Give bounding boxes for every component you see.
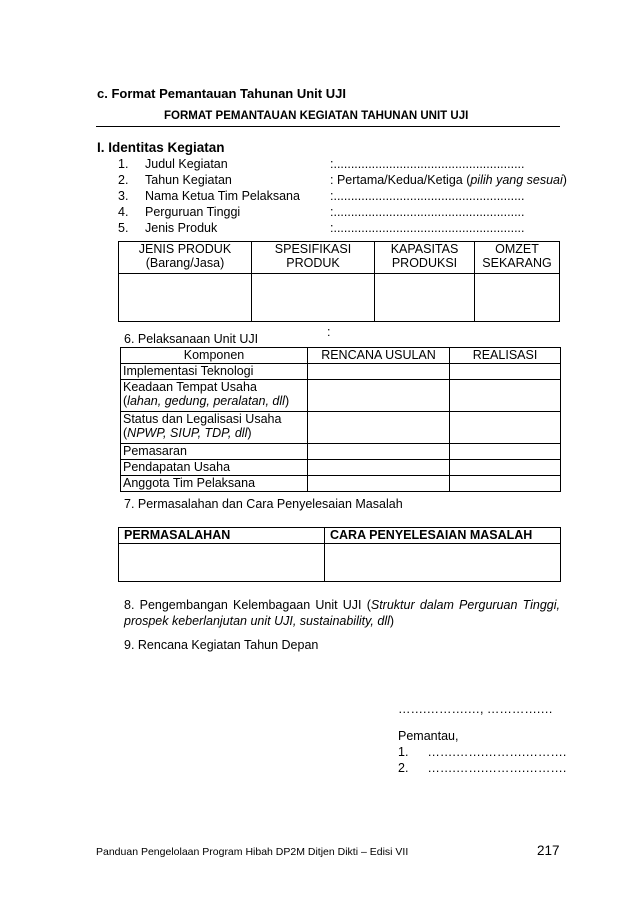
- komponen-note: [123, 426, 305, 440]
- header-line: SEKARANG: [482, 256, 552, 270]
- komponen-cell: Anggota Tim Pelaksana: [121, 476, 308, 492]
- place-date: …….……….…, ………….…: [398, 702, 553, 716]
- empty-cell: [308, 460, 450, 476]
- empty-cell: [308, 444, 450, 460]
- identitas-heading: I. Identitas Kegiatan: [97, 140, 225, 155]
- empty-cell: [475, 274, 560, 322]
- value-end: ): [562, 173, 567, 187]
- masalah-heading: 7. Permasalahan dan Cara Penyelesaian Masalah: [124, 497, 403, 511]
- table-row: [121, 380, 561, 412]
- komponen-cell: Implementasi Teknologi: [121, 364, 308, 380]
- pemantau-label: Pemantau,: [398, 729, 459, 743]
- row-number: 5.: [118, 221, 129, 235]
- empty-cell: [450, 412, 561, 444]
- header-jenis-produk: [119, 242, 252, 274]
- header-line: PRODUK: [286, 256, 340, 270]
- note-plain: ): [284, 394, 290, 408]
- komponen-line: Keadaan Tempat Usaha: [123, 380, 257, 394]
- pelaksanaan-heading: 6. Pelaksanaan Unit UJI: [124, 332, 259, 346]
- empty-cell: [450, 444, 561, 460]
- rencana-heading: 9. Rencana Kegiatan Tahun Depan: [124, 638, 319, 652]
- section-title: c. Format Pemantauan Tahunan Unit UJI: [97, 86, 346, 101]
- header-line: KAPASITAS: [390, 242, 459, 256]
- table-row: [121, 444, 561, 460]
- text-plain: 8. Pengembangan Kelembagaan Unit UJI (: [124, 598, 371, 612]
- pemantau-blank: …….…….……….……….: [427, 761, 567, 775]
- header-spesifikasi: [252, 242, 375, 274]
- row-value: :.......................................................: [330, 189, 525, 203]
- table-row: [121, 460, 561, 476]
- komponen-line: Status dan Legalisasi Usaha: [123, 412, 282, 426]
- title-rule: [96, 126, 560, 127]
- empty-cell: [252, 274, 375, 322]
- header-komponen: Komponen: [121, 348, 308, 364]
- header-kapasitas: [375, 242, 475, 274]
- value-plain: : Pertama/Kedua/Ketiga (: [330, 173, 471, 187]
- produk-table: [118, 241, 560, 322]
- table-header-row: [119, 242, 560, 274]
- header-line: SPESIFIKASI: [274, 242, 352, 256]
- pemantau-blank: …….…….……….……….: [427, 745, 567, 759]
- header-line: PRODUKSI: [391, 256, 458, 270]
- table-empty-row: [119, 544, 561, 582]
- table-header-row: [119, 528, 561, 544]
- row-value: :.......................................................: [330, 221, 525, 235]
- row-number: 2.: [118, 173, 129, 187]
- row-label: Judul Kegiatan: [145, 157, 228, 171]
- note-plain: (: [123, 426, 128, 440]
- form-title: FORMAT PEMANTAUAN KEGIATAN TAHUNAN UNIT UJI: [164, 110, 469, 122]
- table-row: [121, 476, 561, 492]
- empty-cell: [119, 274, 252, 322]
- header-line: (Barang/Jasa): [145, 256, 225, 270]
- header-permasalahan: PERMASALAHAN: [119, 528, 325, 544]
- pemantau-number: 2.: [398, 761, 409, 775]
- header-cara-penyelesaian: CARA PENYELESAIAN MASALAH: [325, 528, 561, 544]
- row-label: Jenis Produk: [145, 221, 218, 235]
- empty-cell: [450, 460, 561, 476]
- note-plain: (: [123, 394, 128, 408]
- empty-cell: [308, 476, 450, 492]
- empty-cell: [325, 544, 561, 582]
- komponen-cell: [121, 412, 308, 444]
- empty-cell: [308, 412, 450, 444]
- table-header-row: [121, 348, 561, 364]
- table-empty-row: [119, 274, 560, 322]
- header-omzet: [475, 242, 560, 274]
- row-value: :.......................................................: [330, 205, 525, 219]
- footer-text: Panduan Pengelolaan Program Hibah DP2M Ditjen Dikti – Edisi VII: [96, 846, 409, 858]
- komponen-cell: Pemasaran: [121, 444, 308, 460]
- row-label: Tahun Kegiatan: [145, 173, 232, 187]
- empty-cell: [450, 476, 561, 492]
- row-value: :.......................................................: [330, 157, 525, 171]
- pelaksanaan-table: [120, 347, 561, 492]
- komponen-cell: [121, 380, 308, 412]
- komponen-note: [123, 394, 305, 408]
- empty-cell: [119, 544, 325, 582]
- table-row: [121, 364, 561, 380]
- text-end: ): [389, 614, 395, 628]
- value-italic: pilih yang sesuai: [470, 173, 563, 187]
- pengembangan-text: [124, 597, 560, 629]
- empty-cell: [450, 364, 561, 380]
- pemantau-line: [398, 745, 566, 759]
- table-row: [121, 412, 561, 444]
- row-number: 4.: [118, 205, 129, 219]
- header-line: JENIS PRODUK: [138, 242, 232, 256]
- row-value: [330, 173, 567, 187]
- pelaksanaan-colon: :: [327, 325, 331, 339]
- pemantau-number: 1.: [398, 745, 409, 759]
- page-number: 217: [537, 843, 560, 858]
- text-italic: Struktur dalam Perguruan Tinggi, prospek keberlanjutan unit UJI, sustainability, dll: [124, 598, 560, 628]
- empty-cell: [308, 380, 450, 412]
- row-label: Nama Ketua Tim Pelaksana: [145, 189, 300, 203]
- pemantau-line: [398, 761, 566, 775]
- empty-cell: [375, 274, 475, 322]
- row-label: Perguruan Tinggi: [145, 205, 241, 219]
- note-italic: lahan, gedung, peralatan, dll: [127, 394, 285, 408]
- masalah-table: [118, 527, 561, 582]
- empty-cell: [308, 364, 450, 380]
- row-number: 1.: [118, 157, 129, 171]
- header-rencana-usulan: RENCANA USULAN: [308, 348, 450, 364]
- header-realisasi: REALISASI: [450, 348, 561, 364]
- header-line: OMZET: [495, 242, 539, 256]
- komponen-cell: Pendapatan Usaha: [121, 460, 308, 476]
- note-plain: ): [247, 426, 252, 440]
- empty-cell: [450, 380, 561, 412]
- note-italic: NPWP, SIUP, TDP, dll: [127, 426, 248, 440]
- row-number: 3.: [118, 189, 129, 203]
